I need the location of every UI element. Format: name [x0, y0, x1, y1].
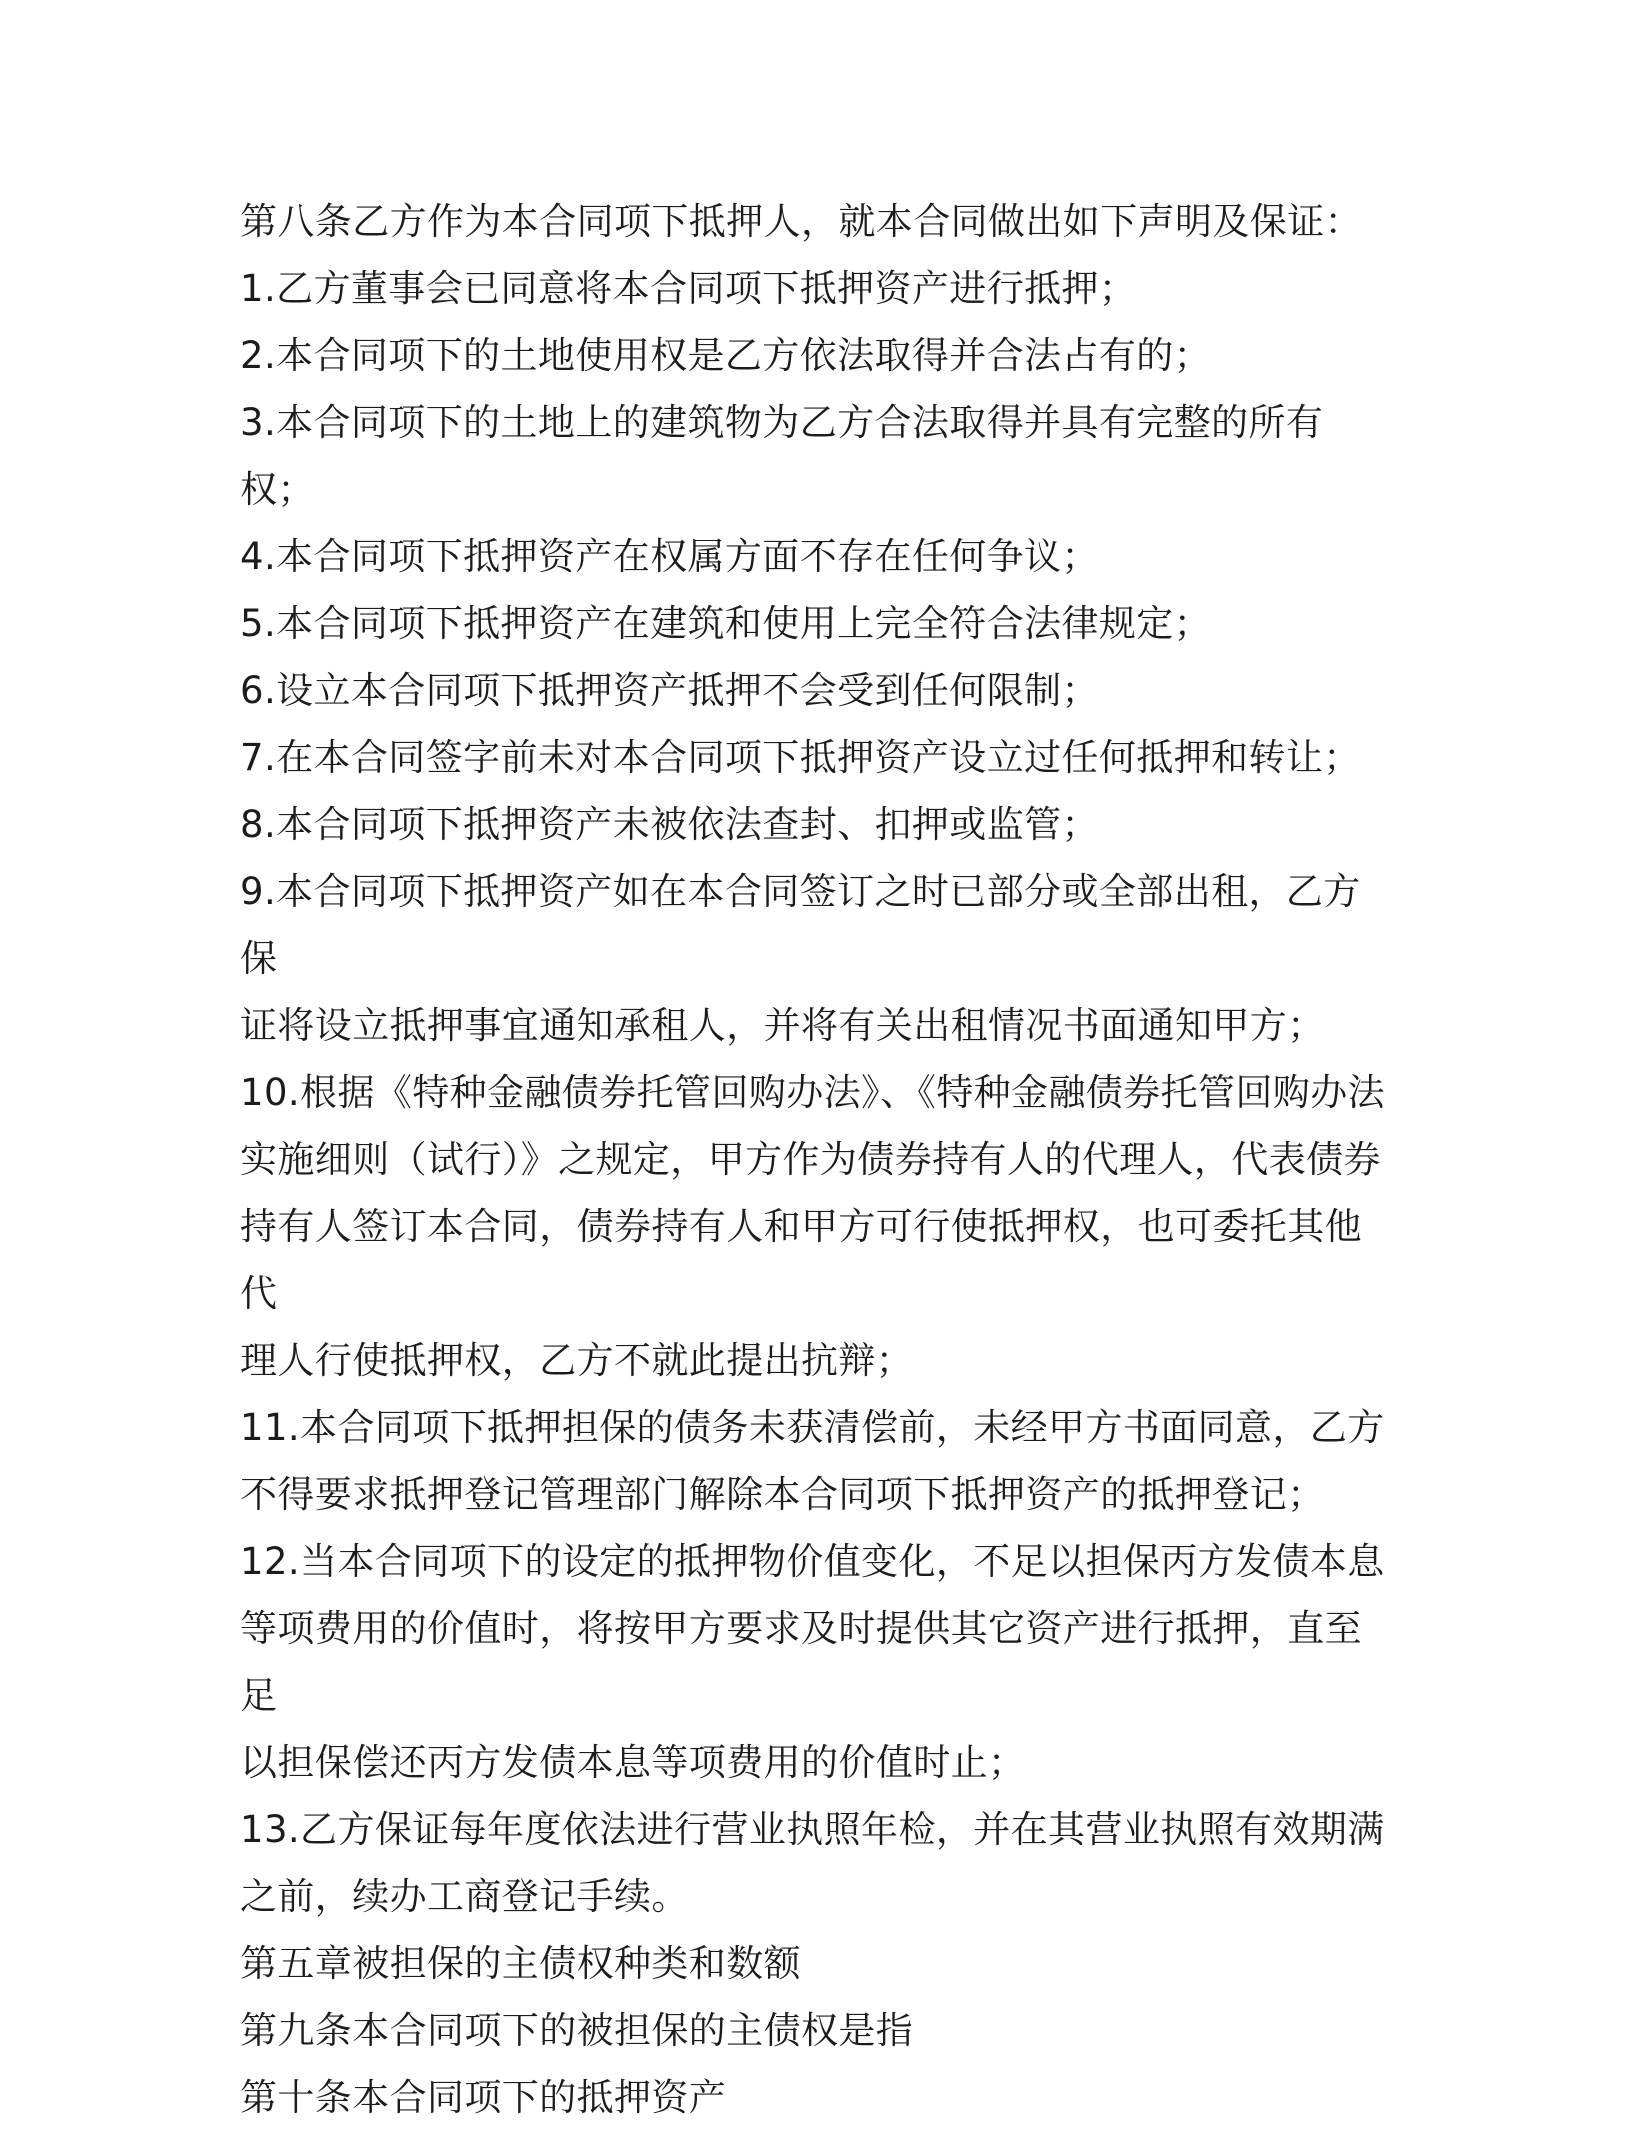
article-9-heading: 第九条本合同项下的被担保的主债权是指	[240, 2009, 914, 2052]
clause-3: 3.本合同项下的土地上的建筑物为乙方合法取得并具有完整的所有权；	[240, 401, 1324, 511]
clause-13-line-1: 13.乙方保证每年度依法进行营业执照年检，并在其营业执照有效期满	[240, 1808, 1385, 1851]
chapter-5-heading: 第五章被担保的主债权种类和数额	[240, 1942, 801, 1985]
clause-8: 8.本合同项下抵押资产未被依法查封、扣押或监管；	[240, 803, 1099, 846]
document-body	[240, 188, 1390, 2131]
clause-10-line-3: 持有人签订本合同，债券持有人和甲方可行使抵押权，也可委托其他代	[240, 1205, 1362, 1315]
clause-9-line-2: 证将设立抵押事宜通知承租人，并将有关出租情况书面通知甲方；	[240, 1004, 1325, 1047]
clause-12-line-2: 等项费用的价值时，将按甲方要求及时提供其它资产进行抵押，直至足	[240, 1607, 1362, 1717]
article-10-heading: 第十条本合同项下的抵押资产	[240, 2076, 727, 2119]
clause-6: 6.设立本合同项下抵押资产抵押不会受到任何限制；	[240, 669, 1099, 712]
clause-1: 1.乙方董事会已同意将本合同项下抵押资产进行抵押；	[240, 267, 1137, 310]
clause-2: 2.本合同项下的土地使用权是乙方依法取得并合法占有的；	[240, 334, 1212, 377]
clause-11-line-1: 11.本合同项下抵押担保的债务未获清偿前，未经甲方书面同意，乙方	[240, 1406, 1385, 1449]
clause-9-line-1: 9.本合同项下抵押资产如在本合同签订之时已部分或全部出租，乙方保	[240, 870, 1361, 980]
clause-13-line-2: 之前，续办工商登记手续。	[240, 1875, 689, 1918]
clause-10-line-2: 实施细则（试行）》之规定，甲方作为债券持有人的代理人，代表债券	[240, 1138, 1381, 1181]
clause-5: 5.本合同项下抵押资产在建筑和使用上完全符合法律规定；	[240, 602, 1212, 645]
clause-10-line-4: 理人行使抵押权，乙方不就此提出抗辩；	[240, 1339, 914, 1382]
article-8-heading: 第八条乙方作为本合同项下抵押人，就本合同做出如下声明及保证：	[240, 200, 1362, 243]
clause-12-line-3: 以担保偿还丙方发债本息等项费用的价值时止；	[240, 1741, 1026, 1784]
clause-12-line-1: 12.当本合同项下的设定的抵押物价值变化，不足以担保丙方发债本息	[240, 1540, 1385, 1583]
clause-11-line-2: 不得要求抵押登记管理部门解除本合同项下抵押资产的抵押登记；	[240, 1473, 1325, 1516]
clause-10-line-1: 10.根据《特种金融债券托管回购办法》、《特种金融债券托管回购办法	[240, 1071, 1386, 1114]
clause-4: 4.本合同项下抵押资产在权属方面不存在任何争议；	[240, 535, 1099, 578]
clause-7: 7.在本合同签字前未对本合同项下抵押资产设立过任何抵押和转让；	[240, 736, 1361, 779]
